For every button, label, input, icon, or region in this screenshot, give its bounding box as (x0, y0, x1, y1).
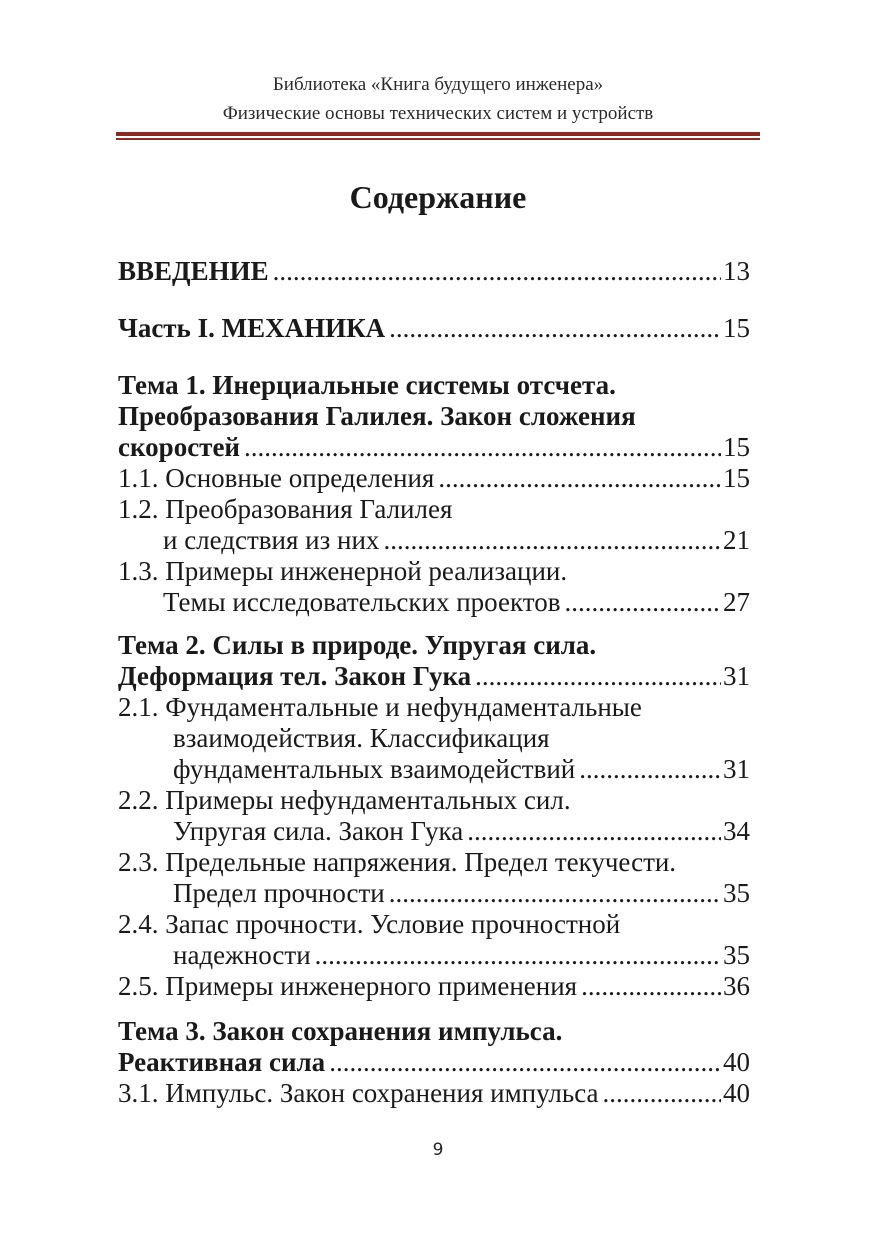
toc-item-1-2[interactable] (118, 494, 750, 556)
toc-entry-title-bold: Тема 3 (118, 1016, 199, 1046)
toc-item-title: 3.1. Импульс. Закон сохранения импульса (118, 1078, 599, 1108)
toc-item-title-line: 1.2. Преобразования Галилея (118, 494, 453, 524)
toc-page-number: 27 (723, 587, 750, 617)
toc-entry-title-line (118, 1016, 750, 1047)
dot-leader (385, 878, 721, 909)
toc-entry-title-line: Тема 1. Инерциальные системы отсчета. (118, 370, 616, 400)
dot-leader (599, 1078, 721, 1109)
toc-item-title-line: Упругая сила. Закон Гука (173, 816, 464, 846)
dot-leader (577, 971, 721, 1002)
toc-page-number: 36 (723, 971, 750, 1001)
toc-item-title-line: фундаментальных взаимодействий (173, 754, 576, 784)
dot-leader (240, 432, 721, 463)
toc-item-title-line: надежности (173, 940, 311, 970)
table-of-contents (118, 256, 750, 1109)
toc-entry-title-line: Преобразования Галилея. Закон сложения (118, 401, 636, 431)
toc-entry-title: ВВЕДЕНИЕ (118, 256, 269, 286)
toc-item-title-line: и следствия из них (163, 525, 380, 555)
toc-entry-part1[interactable] (118, 313, 750, 344)
toc-item-title-line: Темы исследовательских проектов (163, 587, 561, 617)
toc-entry-title-line: Деформация тел. Закон Гука (118, 661, 472, 691)
toc-entry-topic1[interactable] (118, 370, 750, 463)
toc-entry-title-line: Тема 2. Силы в природе. Упругая сила. (118, 630, 597, 660)
dot-leader (463, 816, 721, 847)
toc-item-2-4[interactable] (118, 909, 750, 971)
dot-leader (560, 587, 721, 618)
toc-entry-title-rest: . Закон сохранения импульса. (198, 1016, 563, 1046)
toc-page-number: 21 (723, 525, 750, 555)
toc-item-title: 2.5. Примеры инженерного применения (118, 971, 578, 1001)
toc-item-title-line: 2.2. Примеры нефундаментальных сил. (118, 785, 571, 815)
page-title: Содержание (349, 179, 527, 215)
dot-leader (434, 463, 721, 494)
toc-item-title-line: 2.1. Фундаментальные и нефундаментальные (118, 692, 642, 722)
toc-page-number: 13 (723, 256, 750, 286)
toc-item-2-1[interactable] (118, 692, 750, 785)
toc-item-title: 1.1. Основные определения (118, 463, 435, 493)
toc-item-title-line: 1.3. Примеры инженерной реализации. (118, 556, 568, 586)
toc-page-number: 40 (723, 1078, 750, 1108)
dot-leader (311, 940, 721, 971)
header-divider (116, 132, 760, 141)
toc-item-title-line: взаимодействия. Классификация (173, 723, 550, 753)
dot-leader (385, 313, 721, 344)
dot-leader (325, 1047, 721, 1078)
toc-item-2-3[interactable] (118, 847, 750, 909)
toc-item-title-line: Предел прочности (173, 878, 385, 908)
toc-page-number: 15 (723, 463, 750, 493)
toc-page-number: 31 (723, 754, 750, 784)
toc-item-1-3[interactable] (118, 556, 750, 618)
header-series-title: Библиотека «Книга будущего инженера» (272, 74, 604, 95)
toc-entry-intro[interactable] (118, 256, 750, 287)
toc-entry-topic3[interactable] (118, 1016, 750, 1078)
toc-entry-title-line: скоростей (118, 432, 240, 462)
toc-item-1-1[interactable] (118, 463, 750, 494)
page-number: 9 (432, 1140, 444, 1160)
toc-page-number: 35 (723, 940, 750, 970)
toc-item-3-1[interactable] (118, 1078, 750, 1109)
dot-leader (379, 525, 721, 556)
toc-item-title-line: 2.4. Запас прочности. Условие прочностной (118, 909, 621, 939)
toc-entry-title: Часть I. МЕХАНИКА (118, 313, 386, 343)
dot-leader (471, 661, 721, 692)
toc-item-title-line: 2.3. Предельные напряжения. Предел текучести. (118, 847, 677, 877)
toc-item-2-2[interactable] (118, 785, 750, 847)
toc-page-number: 15 (723, 313, 750, 343)
running-header (0, 70, 876, 128)
dot-leader (575, 754, 721, 785)
toc-page-number: 15 (723, 432, 750, 462)
header-book-title: Физические основы технических систем и устройств (222, 103, 654, 124)
toc-entry-title-line: Реактивная сила (118, 1047, 326, 1077)
toc-item-2-5[interactable] (118, 971, 750, 1002)
toc-page-number: 34 (723, 816, 750, 846)
dot-leader (269, 256, 721, 287)
toc-page-number: 40 (723, 1047, 750, 1077)
toc-entry-topic2[interactable] (118, 630, 750, 692)
toc-page-number: 31 (723, 661, 750, 691)
toc-page-number: 35 (723, 878, 750, 908)
